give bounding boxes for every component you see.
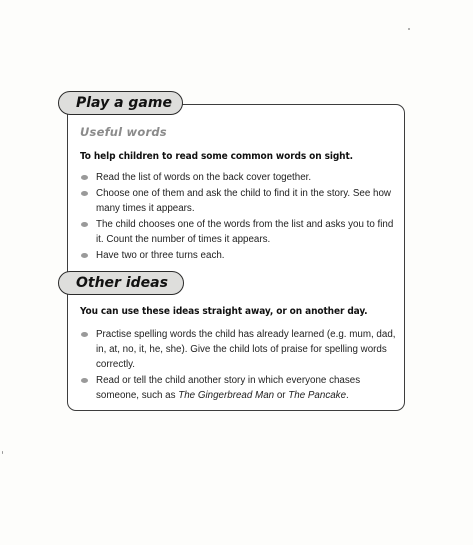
bullet-dot-icon [81,378,88,383]
list-item-text: Choose one of them and ask the child to find it in the story. See how many times it appears. [96,188,391,214]
other-ideas-heading: Other ideas [76,275,168,291]
list-item-end: . [346,390,349,401]
story-title: The Gingerbread Man [178,390,275,401]
bullet-dot-icon [81,332,88,337]
list-item-text: Practise spelling words the child has already learned (e.g. mum, dad, in, at, no, it, he, she). Give the child lots of praise for spelling words correctly. [96,329,396,370]
list-item [80,327,398,372]
bullet-dot-icon [81,253,88,258]
other-ideas-list [80,327,398,404]
play-a-game-heading: Play a game [76,95,172,111]
other-ideas-tab [58,271,184,295]
other-ideas-lead: You can use these ideas straight away, or on another day. [80,306,368,317]
bullet-dot-icon [81,191,88,196]
list-item-text: Read or tell the child another story in which everyone chases someone, such as [96,375,361,401]
bullet-dot-icon [81,222,88,227]
scan-speck [2,451,3,454]
list-item-text: Have two or three turns each. [96,250,225,261]
bullet-dot-icon [81,175,88,180]
list-item-text: The child chooses one of the words from the list and asks you to find it. Count the number of times it appears. [96,219,394,245]
story-title: The Pancake [288,390,347,401]
scan-speck [408,28,410,30]
list-item [80,248,398,263]
play-a-game-tab [58,91,183,115]
list-item [80,373,398,403]
list-item [80,186,398,216]
list-item-text: Read the list of words on the back cover together. [96,172,312,183]
list-item [80,170,398,185]
list-item [80,217,398,247]
play-a-game-list [80,170,398,264]
useful-words-subheading: Useful words [80,125,167,139]
play-a-game-lead: To help children to read some common words on sight. [80,151,354,162]
list-item-joiner: or [276,390,286,401]
